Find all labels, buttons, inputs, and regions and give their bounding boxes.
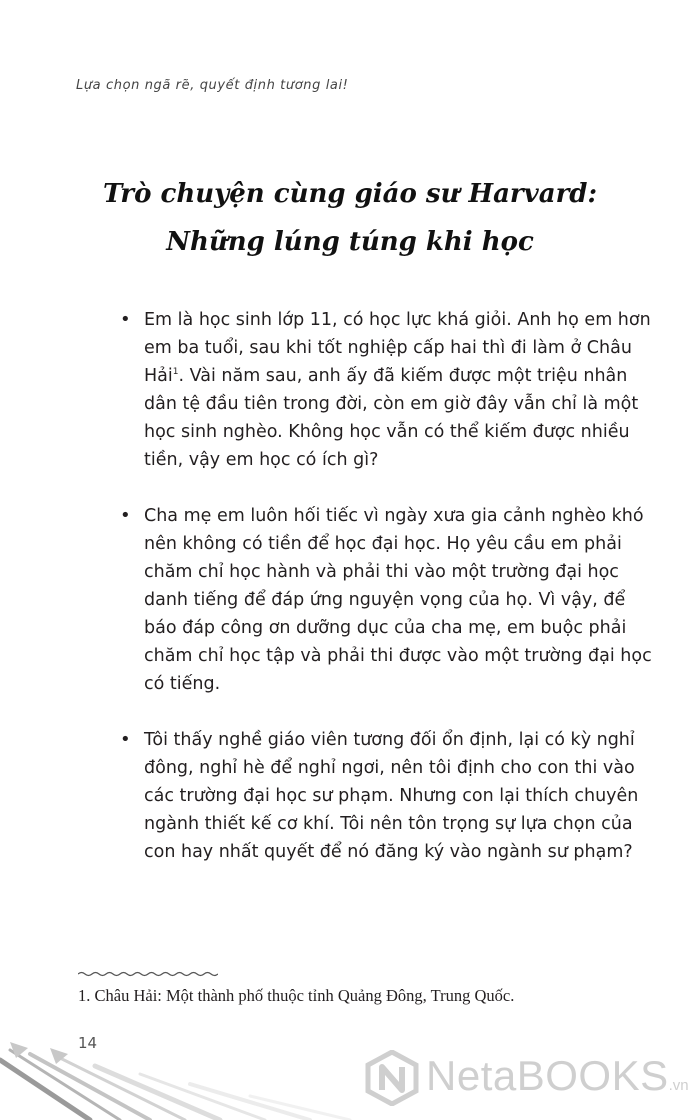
- watermark-brand: [426, 1052, 689, 1100]
- netabooks-logo-icon: [364, 1050, 420, 1106]
- question-1-line-2: em ba tuổi, sau khi tốt nghiệp cấp hai thì đi làm ở Châu: [144, 338, 632, 358]
- question-3-line-4: ngành thiết kế cơ khí. Tôi nên tôn trọng sự lựa chọn của: [144, 814, 633, 834]
- question-2-line-1: Cha mẹ em luôn hối tiếc vì ngày xưa gia cảnh nghèo khó: [144, 506, 644, 526]
- question-2-line-7: có tiếng.: [144, 674, 221, 694]
- question-1-line-3-rest: Vài năm sau, anh ấy đã kiếm được một triệu nhân: [189, 366, 628, 386]
- bullet-icon: •: [120, 729, 131, 750]
- question-item-3: [120, 726, 680, 866]
- question-3-line-5: con hay nhất quyết để nó đăng ký vào ngành sư phạm?: [144, 842, 633, 862]
- question-3-line-1: Tôi thấy nghề giáo viên tương đối ổn định, lại có kỳ nghỉ: [144, 730, 635, 750]
- question-1-line-4: dân tệ đầu tiên trong đời, còn em giờ đây vẫn chỉ là một: [144, 394, 639, 414]
- chapter-title-line-1: Trò chuyện cùng giáo sư Harvard:: [102, 179, 598, 209]
- chapter-title-line-2: Những lúng túng khi học: [166, 227, 534, 257]
- footnote-anchor-text: Hải: [144, 366, 173, 386]
- question-1-line-5: học sinh nghèo. Không học vẫn có thể kiếm được nhiều: [144, 422, 630, 442]
- footnote-reference[interactable]: 1: [172, 367, 179, 377]
- running-header: Lựa chọn ngã rẽ, quyết định tương lai!: [76, 78, 349, 93]
- question-1-line-1: Em là học sinh lớp 11, có học lực khá giỏi. Anh họ em hơn: [144, 310, 651, 330]
- question-1-line-6: tiền, vậy em học có ích gì?: [144, 450, 379, 470]
- chapter-title: [0, 170, 700, 266]
- question-item-1: [120, 306, 680, 474]
- footnote-divider: [78, 970, 218, 978]
- question-2-line-2: nên không có tiền để học đại học. Họ yêu cầu em phải: [144, 534, 622, 554]
- question-3-line-3: các trường đại học sư phạm. Nhưng con lại thích chuyên: [144, 786, 639, 806]
- bullet-icon: •: [120, 505, 131, 526]
- question-2-line-6: chăm chỉ học tập và phải thi được vào một trường đại học: [144, 646, 652, 666]
- watermark-brand-name: NetaBOOKS: [426, 1052, 669, 1099]
- question-2-line-3: chăm chỉ học hành và phải thi vào một trường đại học: [144, 562, 619, 582]
- question-1-line-3: Hải$^1$. Vài năm sau, anh ấy đã kiếm được một triệu nhân: [144, 366, 628, 386]
- question-3-line-2: đông, nghỉ hè để nghỉ ngơi, nên tôi định cho con thi vào: [144, 758, 635, 778]
- bullet-icon: •: [120, 309, 131, 330]
- question-item-2: [120, 502, 680, 698]
- question-2-line-5: báo đáp công ơn dưỡng dục của cha mẹ, em buộc phải: [144, 618, 627, 638]
- footnote-text: 1. Châu Hải: Một thành phố thuộc tỉnh Quảng Đông, Trung Quốc.: [78, 986, 515, 1005]
- question-2-line-4: danh tiếng để đáp ứng nguyện vọng của họ. Vì vậy, để: [144, 590, 626, 610]
- question-list: [120, 306, 680, 894]
- watermark-suffix: .vn: [668, 1077, 689, 1094]
- decorative-arrows-icon: [0, 1030, 360, 1120]
- page-number: 14: [78, 1034, 98, 1052]
- watermark: [364, 1046, 694, 1110]
